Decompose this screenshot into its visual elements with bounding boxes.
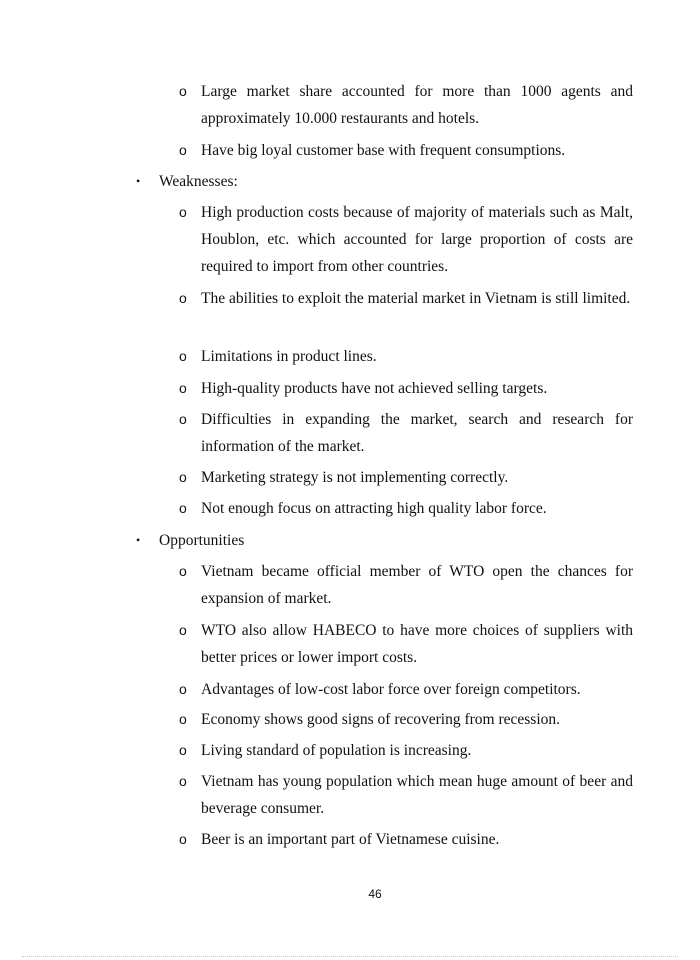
opportunities-heading: Opportunities: [159, 532, 245, 549]
opportunity-item-6: Vietnam has young population which mean huge amount of beer and beverage consumer.: [201, 773, 633, 817]
sub-bullet-marker: o: [179, 411, 187, 427]
sub-bullet-marker: o: [179, 773, 187, 789]
opportunity-item-4: Economy shows good signs of recovering from recession.: [201, 711, 561, 728]
sub-bullet-marker: o: [179, 831, 187, 847]
sub-bullet-marker: o: [179, 142, 187, 158]
weakness-item-6: Marketing strategy is not implementing correctly.: [201, 469, 509, 486]
opportunity-item-5: Living standard of population is increasing.: [201, 742, 472, 759]
main-bullet-marker: •: [136, 533, 141, 547]
opportunity-item-1: Vietnam became official member of WTO open the chances for expansion of market.: [201, 563, 633, 607]
sub-bullet-marker: o: [179, 681, 187, 697]
sub-bullet-marker: o: [179, 742, 187, 758]
opportunity-item-3: Advantages of low-cost labor force over foreign competitors.: [201, 681, 581, 698]
opportunity-item-7: Beer is an important part of Vietnamese cuisine.: [201, 831, 500, 848]
strength-item-2: Have big loyal customer base with frequent consumptions.: [201, 142, 566, 159]
page-bottom-divider: [22, 956, 678, 957]
sub-bullet-marker: o: [179, 563, 187, 579]
sub-bullet-marker: o: [179, 622, 187, 638]
opportunity-item-2: WTO also allow HABECO to have more choices of suppliers with better prices or lower import costs.: [201, 622, 633, 666]
weakness-item-3: Limitations in product lines.: [201, 348, 377, 365]
sub-bullet-marker: o: [179, 380, 187, 396]
weakness-item-1: High production costs because of majority of materials such as Malt, Houblon, etc. which accounted for large proportion of costs are required to import from other countries.: [201, 204, 633, 275]
sub-bullet-marker: o: [179, 711, 187, 727]
weakness-item-4: High-quality products have not achieved selling targets.: [201, 380, 548, 397]
weakness-item-7: Not enough focus on attracting high quality labor force.: [201, 500, 547, 517]
strength-item-1: Large market share accounted for more than 1000 agents and approximately 10.000 restaurants and hotels.: [201, 83, 633, 127]
weakness-item-5: Difficulties in expanding the market, search and research for information of the market.: [201, 411, 633, 455]
sub-bullet-marker: o: [179, 83, 187, 99]
main-bullet-marker: •: [136, 174, 141, 188]
sub-bullet-marker: o: [179, 348, 187, 364]
sub-bullet-marker: o: [179, 204, 187, 220]
weakness-item-2: The abilities to exploit the material market in Vietnam is still limited.: [201, 290, 631, 307]
sub-bullet-marker: o: [179, 500, 187, 516]
sub-bullet-marker: o: [179, 290, 187, 306]
page-number: 46: [368, 887, 382, 901]
weaknesses-heading: Weaknesses:: [159, 173, 238, 190]
sub-bullet-marker: o: [179, 469, 187, 485]
